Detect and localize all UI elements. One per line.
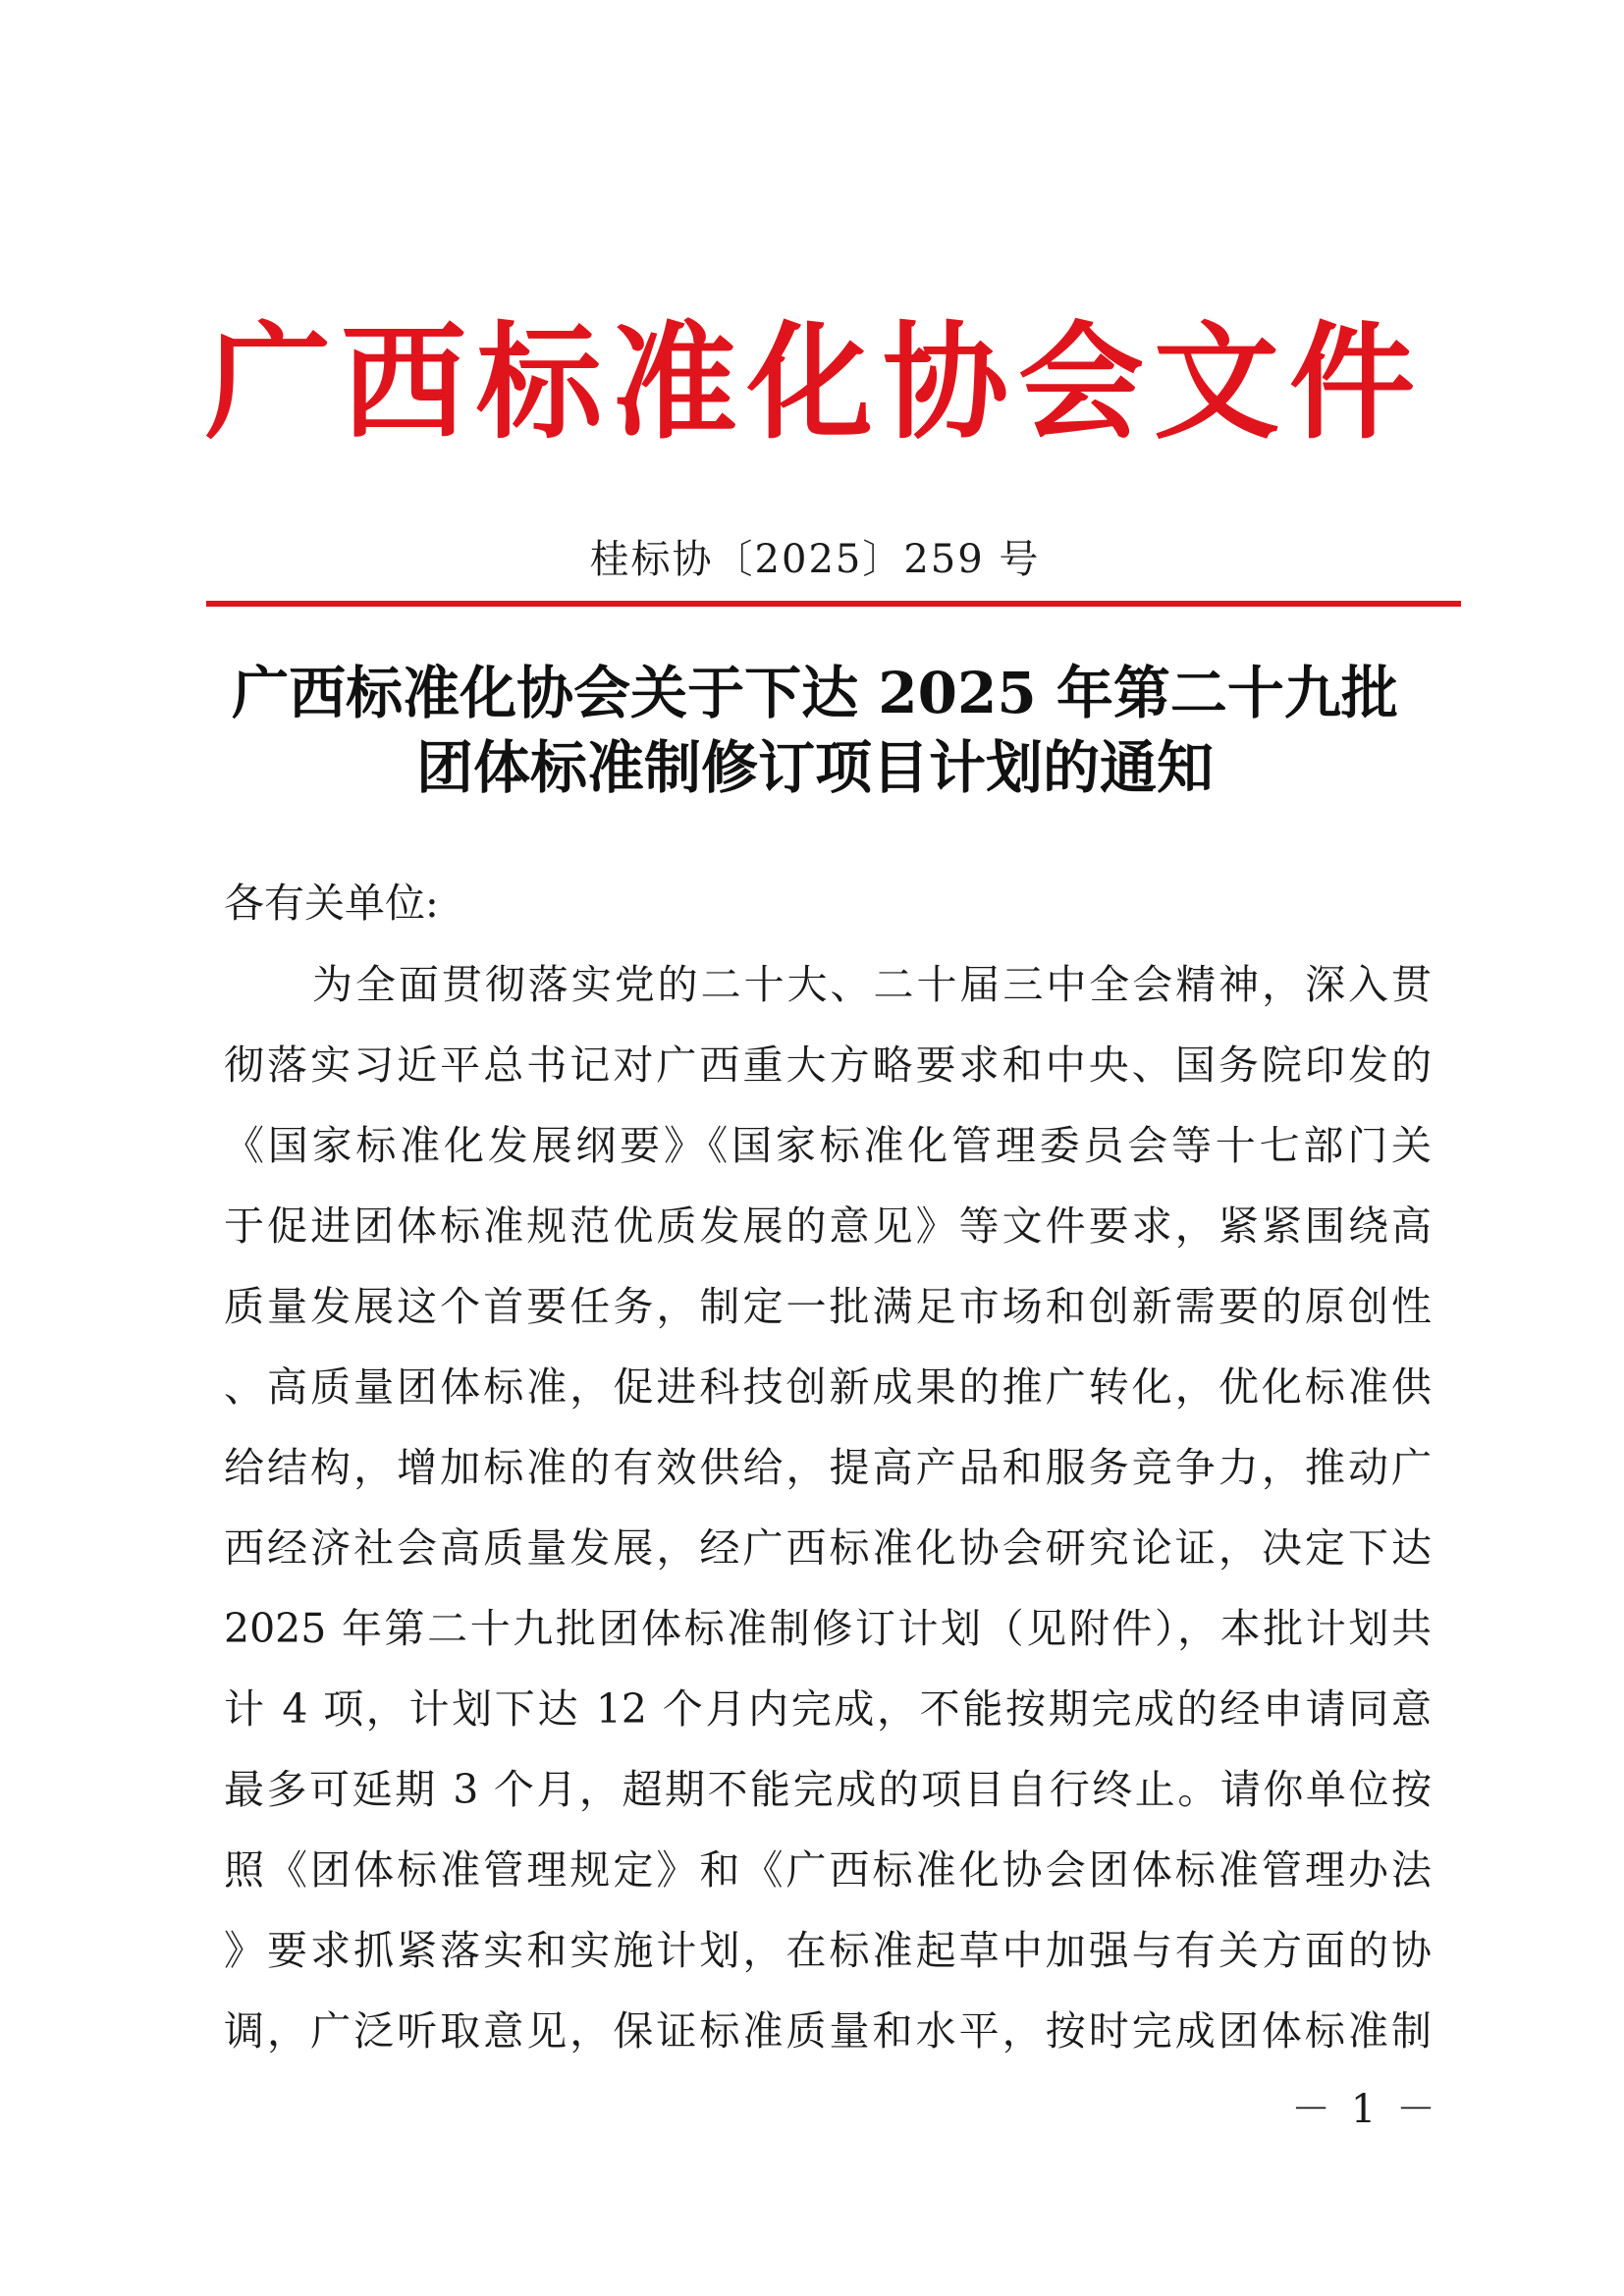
red-divider-line xyxy=(206,601,1461,607)
document-number: 桂标协〔2025〕259 号 xyxy=(589,537,1041,582)
body-line: 、高质量团体标准，促进科技创新成果的推广转化，优化标准供 xyxy=(224,1363,1432,1411)
notice-title-line-1: 广西标准化协会关于下达 2025 年第二十九批 xyxy=(232,660,1398,726)
body-line: 为全面贯彻落实党的二十大、二十届三中全会精神，深入贯 xyxy=(312,961,1432,1008)
body-line: 调，广泛听取意见，保证标准质量和水平，按时完成团体标准制 xyxy=(224,2007,1432,2055)
page-number: － 1 － xyxy=(1291,2087,1439,2132)
body-line: 《国家标准化发展纲要》《国家标准化管理委员会等十七部门关 xyxy=(224,1122,1432,1169)
body-line: 于促进团体标准规范优质发展的意见》等文件要求，紧紧围绕高 xyxy=(224,1202,1432,1250)
body-line: 计 4 项，计划下达 12 个月内完成，不能按期完成的经申请同意 xyxy=(224,1685,1432,1733)
masthead-title: 广西标准化协会文件 xyxy=(204,309,1425,456)
body-line: 》要求抓紧落实和实施计划，在标准起草中加强与有关方面的协 xyxy=(224,1927,1432,1974)
body-line: 最多可延期 3 个月，超期不能完成的项目自行终止。请你单位按 xyxy=(224,1766,1432,1813)
body-line: 彻落实习近平总书记对广西重大方略要求和中央、国务院印发的 xyxy=(224,1041,1432,1089)
notice-title-line-2: 团体标准制修订项目计划的通知 xyxy=(415,734,1214,801)
salutation: 各有关单位: xyxy=(224,880,439,927)
body-line: 西经济社会高质量发展，经广西标准化协会研究论证，决定下达 xyxy=(224,1524,1432,1572)
body-line: 2025 年第二十九批团体标准制修订计划（见附件），本批计划共 xyxy=(224,1605,1432,1652)
body-line: 给结构，增加标准的有效供给，提高产品和服务竞争力，推动广 xyxy=(224,1444,1432,1491)
notice-title xyxy=(196,656,1434,805)
body-paragraph xyxy=(224,944,1432,2071)
body-line: 照《团体标准管理规定》和《广西标准化协会团体标准管理办法 xyxy=(224,1846,1432,1894)
body-line: 质量发展这个首要任务，制定一批满足市场和创新需要的原创性 xyxy=(224,1283,1432,1330)
